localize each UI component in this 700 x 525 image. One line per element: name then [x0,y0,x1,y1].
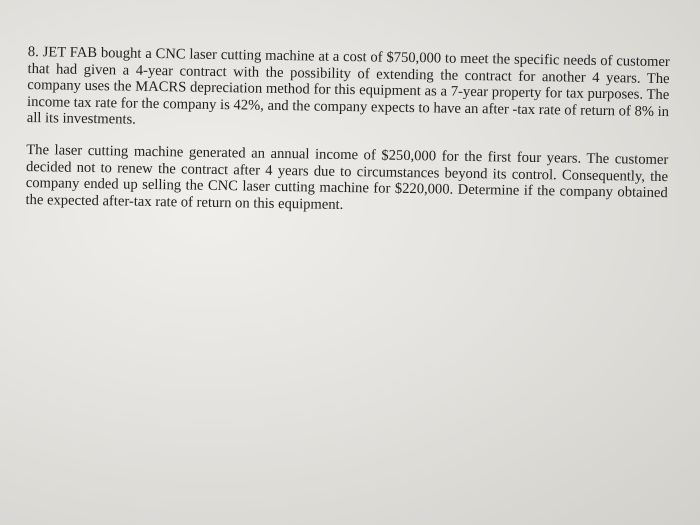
problem-paragraph-1 [27,44,670,137]
problem-paragraph-2: The laser cutting machine generated an annual income of $250,000 for the first four years. The customer decided not to renew the contract after 4 years due to circumstances beyond its control. Consequently, the company ended up selling the CNC laser cutting machine for $220,000. Determine if the company obtained the expected after-tax rate of return on this equipment. [25,141,669,213]
problem-number: 8. [27,44,39,61]
problem-text-block [25,44,670,218]
problem-paragraph-1-text: JET FAB bought a CNC laser cutting machine at a cost of $750,000 to meet the specific needs of customer that had given a 4-year contract with the possibility of extending the contract for another 4 years. The company uses the MACRS depreciation method for this equipment as a 7-year property for tax purposes. The income tax rate for the company is 42%, and the company expects to have an after -tax rate of return of 8% in all its investments. [26,44,670,129]
